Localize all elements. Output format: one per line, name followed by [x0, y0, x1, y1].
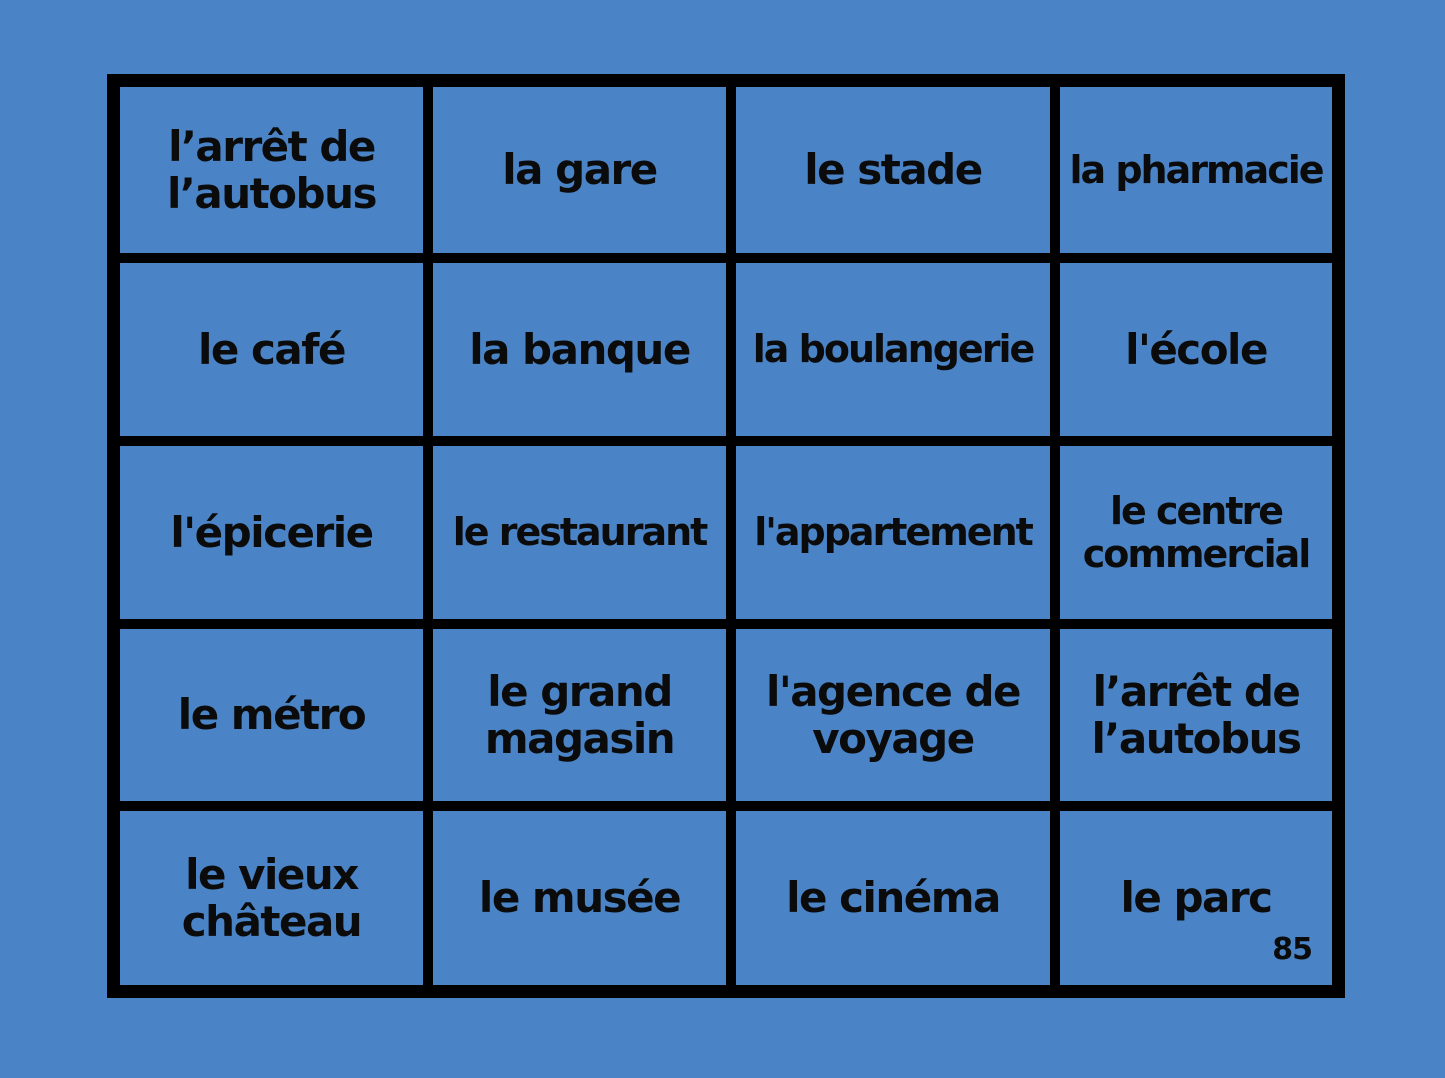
card-label: le restaurant [452, 510, 707, 555]
card-label: le parc [1120, 873, 1272, 923]
card-cell[interactable] [1060, 87, 1332, 253]
card-cell[interactable] [736, 629, 1050, 801]
card-label: le vieux château [181, 849, 362, 946]
card-label: l'agence de voyage [765, 666, 1021, 763]
card-cell[interactable] [736, 263, 1050, 436]
card-cell[interactable] [1060, 446, 1332, 619]
card-label: l'épicerie [170, 507, 373, 557]
card-label: le musée [478, 873, 681, 923]
page-number: 85 [1272, 932, 1312, 967]
card-cell[interactable] [120, 87, 423, 253]
card-label: le cinéma [786, 873, 1000, 923]
card-label: l’arrêt de l’autobus [1091, 666, 1301, 763]
card-label: l’arrêt de l’autobus [167, 121, 376, 218]
card-cell[interactable] [433, 811, 726, 985]
card-cell[interactable] [120, 446, 423, 619]
card-label: la gare [502, 145, 657, 195]
card-label: le centre commercial [1082, 488, 1310, 576]
card-label: l'école [1125, 324, 1267, 374]
card-label: le stade [804, 145, 982, 195]
card-label: le café [198, 324, 345, 374]
vocabulary-card-grid [107, 74, 1345, 998]
card-label: la banque [469, 324, 690, 374]
card-cell[interactable] [736, 87, 1050, 253]
card-label: le grand magasin [484, 666, 675, 763]
card-cell[interactable] [433, 87, 726, 253]
card-cell[interactable] [736, 446, 1050, 619]
card-cell[interactable] [433, 446, 726, 619]
card-label: le métro [177, 690, 366, 740]
card-cell[interactable] [433, 629, 726, 801]
card-cell[interactable] [120, 811, 423, 985]
card-cell[interactable] [1060, 811, 1332, 985]
card-cell[interactable] [120, 629, 423, 801]
card-cell[interactable] [1060, 263, 1332, 436]
card-cell[interactable] [1060, 629, 1332, 801]
card-cell[interactable] [736, 811, 1050, 985]
card-label: la pharmacie [1069, 147, 1323, 192]
card-cell[interactable] [433, 263, 726, 436]
card-label: l'appartement [754, 510, 1032, 555]
card-label: la boulangerie [752, 327, 1034, 372]
card-cell[interactable] [120, 263, 423, 436]
